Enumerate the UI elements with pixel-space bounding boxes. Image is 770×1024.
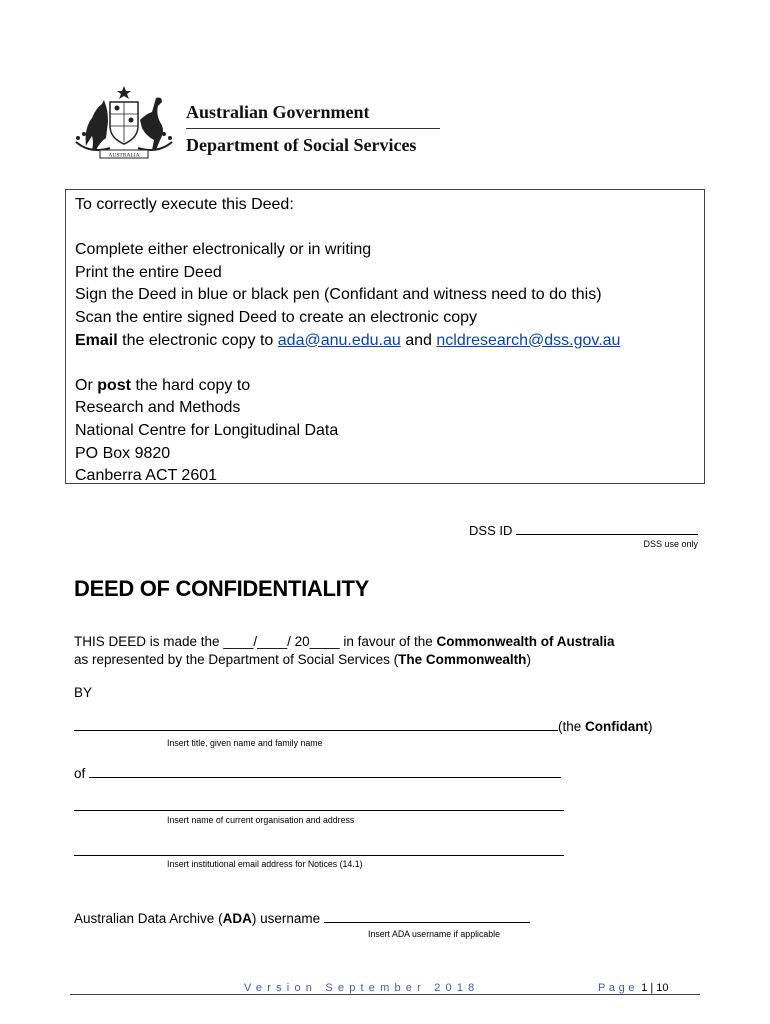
instruction-step: Print the entire Deed: [75, 263, 222, 281]
rep-bold: The Commonwealth: [398, 652, 527, 667]
deed-made-prefix: THIS DEED is made the ____/____/ 20____ in favour of the: [74, 634, 437, 649]
post-instruction: [75, 375, 704, 398]
confidant-line: [74, 717, 653, 736]
header-divider: [186, 128, 440, 129]
ada-prefix: Australian Data Archive (: [74, 911, 223, 926]
dss-use-note: DSS use only: [643, 539, 698, 549]
instruction-step: Scan the entire signed Deed to create an electronic copy: [75, 308, 478, 326]
ada-bold: ADA: [222, 911, 252, 926]
confidant-bold: Confidant: [585, 719, 649, 734]
org-input-line-1[interactable]: [89, 764, 561, 778]
instruction-step: Complete either electronically or in writing: [75, 241, 372, 259]
instructions-box: [65, 189, 705, 484]
footer-divider: [70, 994, 700, 995]
dss-id-field: [469, 521, 698, 538]
address-line: Research and Methods: [75, 399, 241, 417]
ada-username-line: [74, 909, 530, 928]
government-name: Australian Government: [186, 102, 370, 122]
hint-email: Insert institutional email address for Notices (14.1): [167, 859, 363, 869]
footer-version: Version September 2018: [244, 982, 480, 994]
commonwealth-bold: Commonwealth of Australia: [436, 634, 615, 649]
email-input-line[interactable]: [74, 842, 564, 856]
email-text: the electronic copy to: [117, 331, 278, 349]
email-and: and: [400, 331, 437, 349]
deed-represented-line: [74, 651, 531, 669]
rep-suffix: ): [526, 652, 531, 667]
rep-prefix: as represented by the Department of Social Services (: [74, 652, 399, 667]
of-line: [74, 764, 561, 783]
page-separator: |: [647, 982, 657, 994]
deed-title: DEED OF CONFIDENTIALITY: [74, 576, 369, 601]
hint-name: Insert title, given name and family name: [167, 738, 323, 748]
address-line: National Centre for Longitudinal Data: [75, 421, 339, 439]
ada-username-input-line[interactable]: [324, 909, 530, 923]
org-input-line-2[interactable]: [74, 797, 564, 811]
instruction-email: [75, 330, 704, 353]
instructions-heading: To correctly execute this Deed:: [75, 196, 294, 213]
coat-of-arms-logo: [70, 84, 178, 162]
ada-suffix: ) username: [251, 911, 321, 926]
page-label: Page: [598, 982, 639, 994]
svg-text:AUSTRALIA: AUSTRALIA: [108, 152, 140, 159]
confidant-prefix: (the: [558, 719, 586, 734]
hint-org: Insert name of current organisation and address: [167, 815, 355, 825]
address-line: PO Box 9820: [75, 444, 171, 462]
post-or: Or: [75, 376, 98, 394]
deed-made-line: [74, 633, 615, 651]
post-text: the hard copy to: [131, 376, 251, 394]
department-name: Department of Social Services: [186, 135, 417, 155]
of-label: of: [74, 766, 86, 781]
ncld-email-link[interactable]: ncldresearch@dss.gov.au: [436, 331, 621, 349]
confidant-suffix: ): [648, 719, 653, 734]
email-bold: Email: [75, 331, 118, 349]
dss-id-input-line[interactable]: [516, 521, 698, 535]
by-label: BY: [74, 685, 93, 700]
instruction-step: Sign the Deed in blue or black pen (Confidant and witness need to do this): [75, 286, 602, 304]
post-bold: post: [97, 376, 131, 394]
footer-page: [598, 982, 669, 994]
org-line-2: [74, 797, 564, 816]
hint-ada: Insert ADA username if applicable: [368, 929, 501, 939]
address-line: Canberra ACT 2601: [75, 467, 218, 485]
page-total: 10: [656, 982, 669, 994]
confidant-name-input-line[interactable]: [74, 717, 558, 731]
dss-id-label: DSS ID: [469, 523, 513, 538]
page-number: 1: [641, 982, 648, 994]
ada-email-link[interactable]: ada@anu.edu.au: [277, 331, 401, 349]
